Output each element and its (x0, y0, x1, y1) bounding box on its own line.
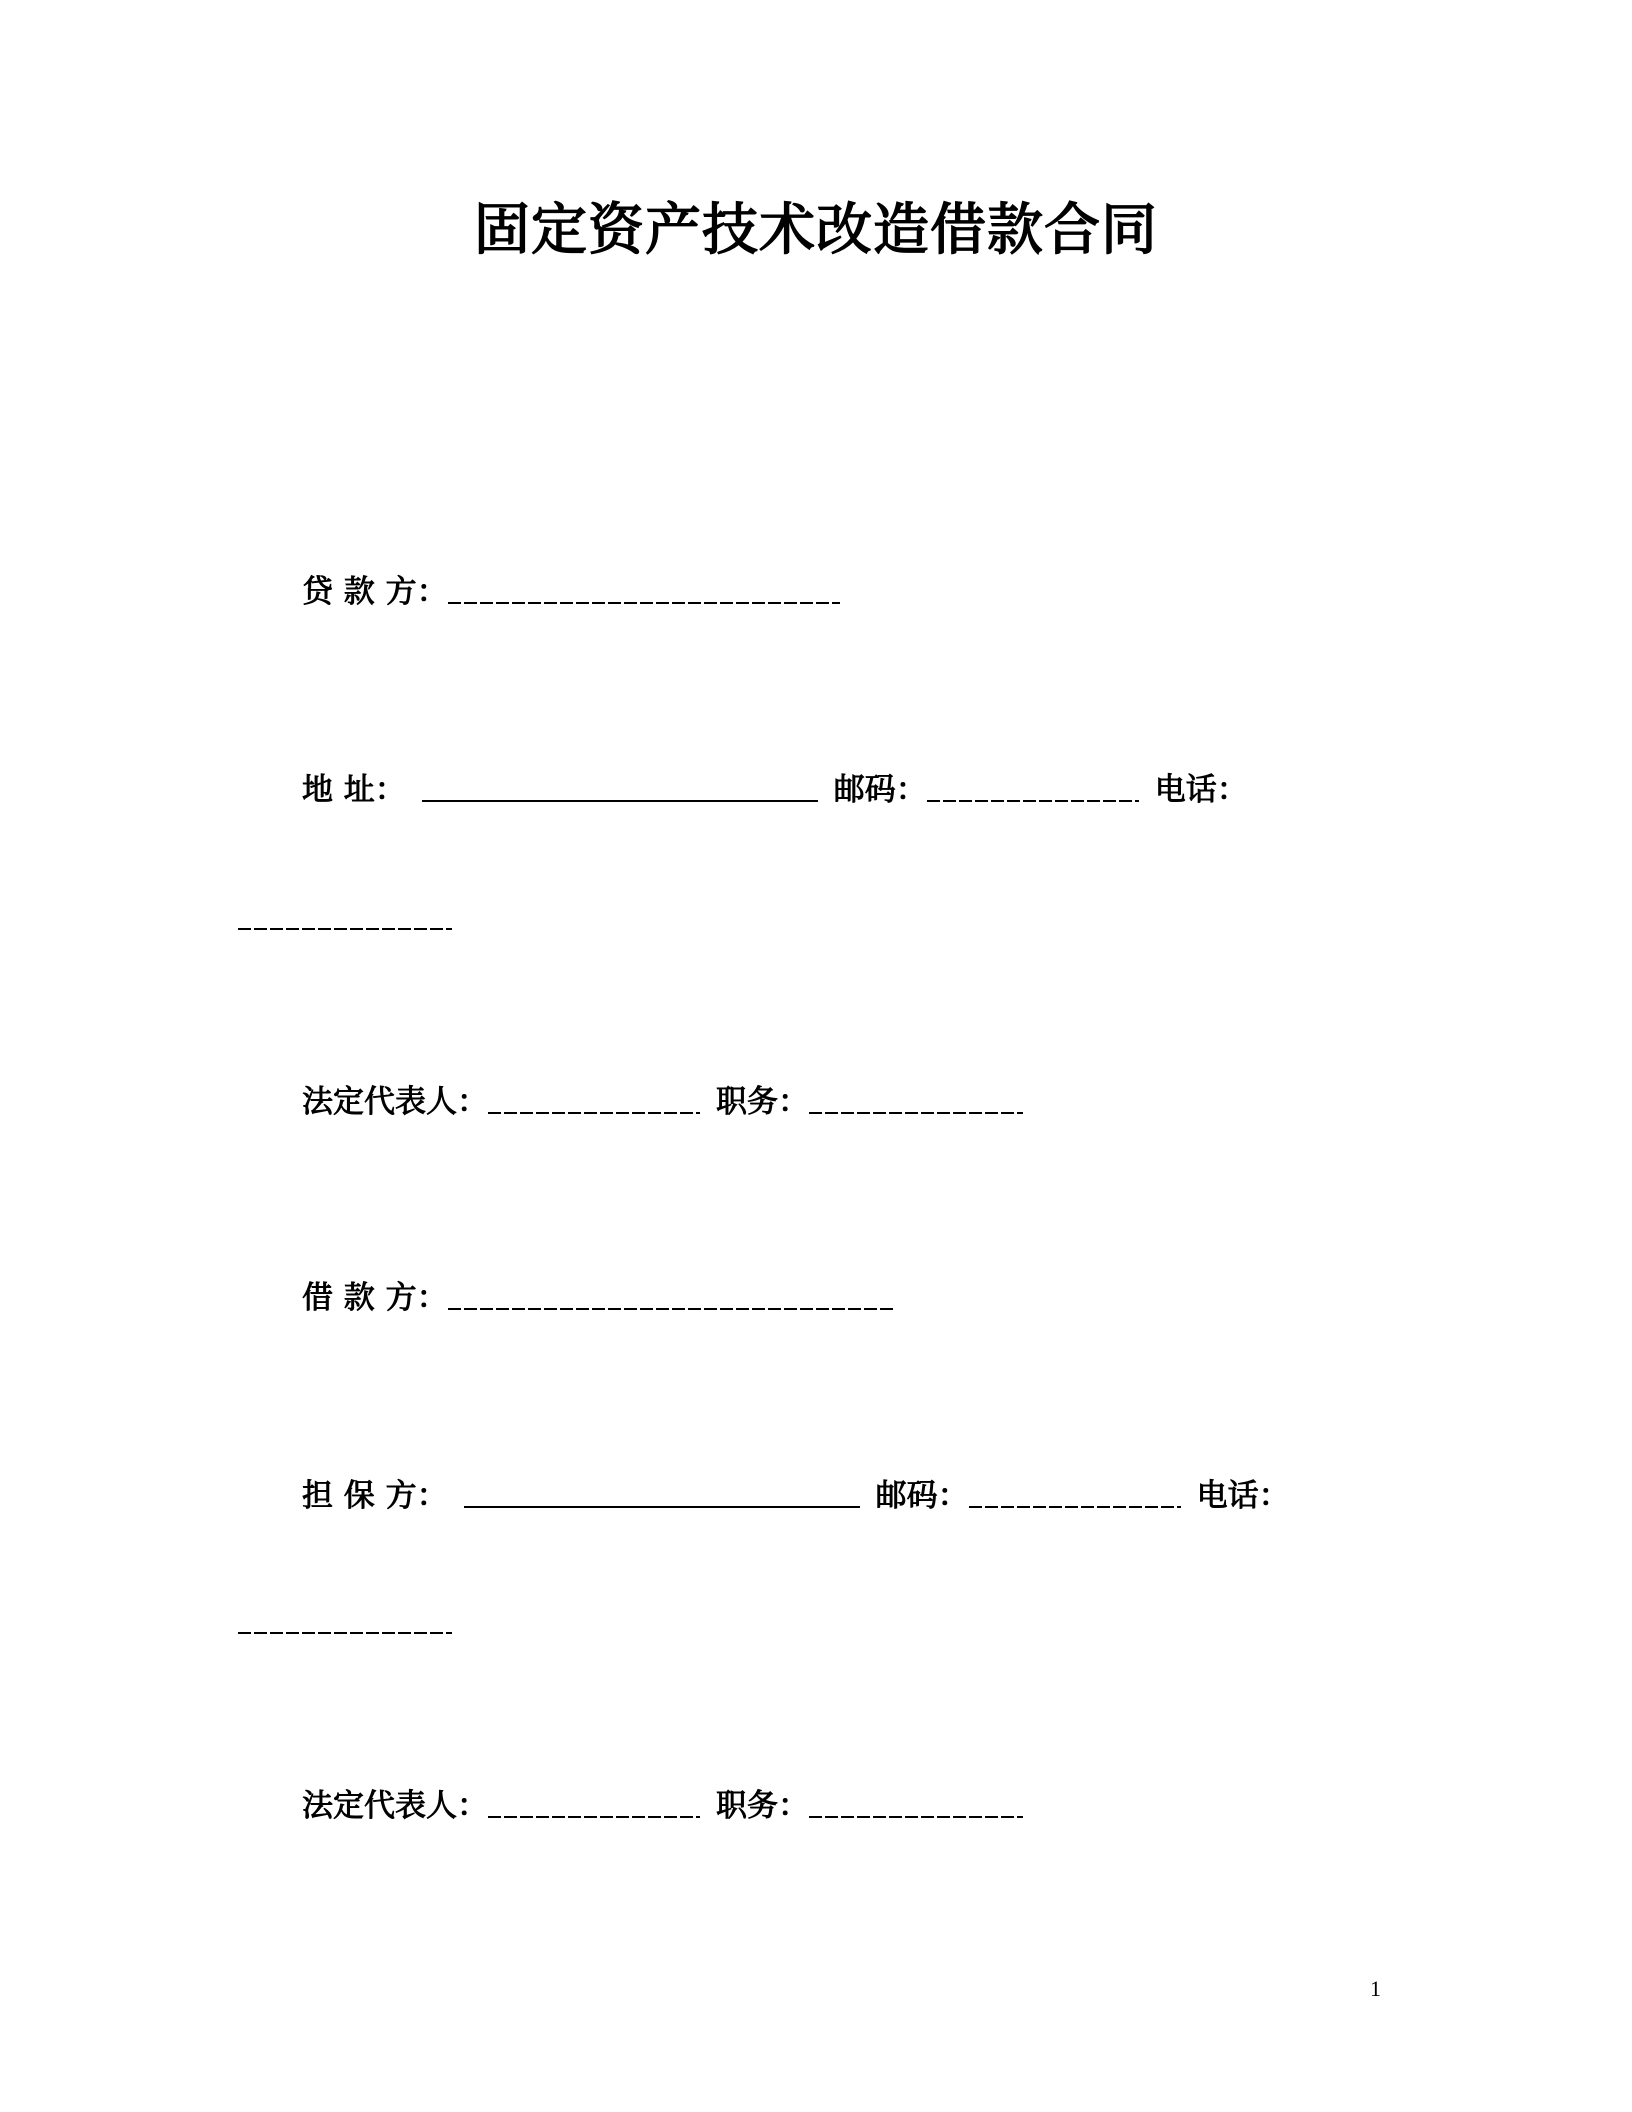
rep-label: 法定代表人： (302, 1084, 488, 1120)
postcode-label: 邮码： (833, 772, 927, 808)
phone-label: 电话： (1154, 772, 1248, 808)
lender-line (302, 570, 840, 614)
borrower-blank[interactable] (448, 1308, 894, 1310)
borrower-line (302, 1276, 894, 1320)
address-label: 地 址： (302, 772, 406, 808)
lender-blank[interactable] (448, 602, 840, 604)
guarantor-phone-label: 电话： (1196, 1478, 1290, 1514)
guarantor-position-blank[interactable] (809, 1816, 1023, 1818)
guarantor-position-label: 职务： (716, 1788, 809, 1824)
postcode-blank[interactable] (927, 800, 1139, 802)
lender-address-line (302, 768, 1248, 812)
guarantor-label: 担 保 方： (302, 1478, 448, 1514)
address-blank[interactable] (422, 800, 818, 802)
position-label: 职务： (716, 1084, 809, 1120)
guarantor-rep-blank[interactable] (488, 1816, 700, 1818)
guarantor-postcode-blank[interactable] (969, 1506, 1181, 1508)
lender-label: 贷 款 方： (302, 574, 448, 610)
rep-blank[interactable] (488, 1112, 700, 1114)
page-number: 1 (1370, 1976, 1381, 2001)
guarantor-blank[interactable] (464, 1506, 860, 1508)
lender-rep-line (302, 1080, 1023, 1124)
guarantor-rep-line (302, 1784, 1023, 1828)
position-blank[interactable] (809, 1112, 1023, 1114)
borrower-label: 借 款 方： (302, 1280, 448, 1316)
guarantor-phone-blank[interactable] (238, 1632, 452, 1634)
guarantor-phone-continuation (238, 1600, 452, 1644)
guarantor-line (302, 1474, 1290, 1518)
guarantor-postcode-label: 邮码： (875, 1478, 969, 1514)
guarantor-rep-label: 法定代表人： (302, 1788, 488, 1824)
lender-phone-continuation (238, 896, 452, 940)
phone-blank[interactable] (238, 928, 452, 930)
page-title: 固定资产技术改造借款合同 (474, 198, 1158, 263)
